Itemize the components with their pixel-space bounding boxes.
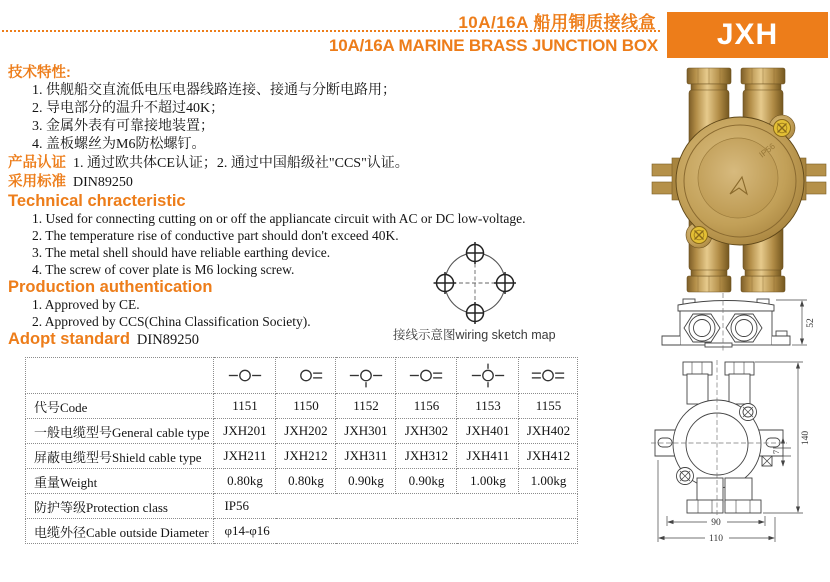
list-item: 3. 金属外表有可靠接地装置；	[32, 119, 214, 134]
value-cell: 1150	[276, 394, 336, 419]
side-view-outline	[662, 299, 790, 347]
row-label-cell: 屏蔽电缆型号Shield cable type	[26, 444, 214, 469]
front-view-outline	[655, 362, 783, 513]
list-item: 3. The metal shell should have reliable earthing device.	[32, 245, 331, 260]
wiring-config-icon	[407, 361, 445, 390]
wiring-config-icon	[347, 361, 385, 390]
drawing-side-view	[650, 291, 830, 357]
symbol-cell	[396, 358, 457, 394]
cover-screw-top	[774, 120, 791, 137]
dim-label-52: 52	[806, 318, 816, 328]
value-cell: JXH402	[519, 419, 578, 444]
heading-auth-en: Production authentication	[8, 278, 213, 296]
value-cell-protection: IP56	[214, 494, 578, 519]
wiring-config-icon	[469, 361, 507, 390]
value-cell: JXH312	[396, 444, 457, 469]
wiring-config-icon	[287, 361, 325, 390]
wiring-sketch-diagram	[425, 240, 525, 326]
spec-table-body	[26, 358, 578, 544]
page-title-en: 10A/16A MARINE BRASS JUNCTION BOX	[328, 36, 658, 55]
value-cell: 0.80kg	[214, 469, 276, 494]
heading-standard-cn: 采用标准	[8, 174, 66, 190]
model-badge: JXH	[667, 12, 828, 58]
value-cell: 0.90kg	[336, 469, 396, 494]
value-cell: JXH211	[214, 444, 276, 469]
standard-cn-text: DIN89250	[73, 175, 133, 190]
value-cell: JXH302	[396, 419, 457, 444]
row-label-cell: 一般电缆型号General cable type	[26, 419, 214, 444]
cover-screw-symbol-top	[740, 404, 757, 421]
symbol-cell	[276, 358, 336, 394]
value-cell: JXH311	[336, 444, 396, 469]
value-cell: JXH412	[519, 444, 578, 469]
list-item: 1. 供舰船交直流低电压电器线路连接、接通与分断电路用；	[32, 83, 396, 98]
value-cell: JXH411	[457, 444, 519, 469]
list-item: 1. Used for connecting cutting on or off the appliancate circuit with AC or DC low-voltage.	[32, 211, 526, 226]
tech-cn-items	[8, 82, 568, 154]
value-cell: 1151	[214, 394, 276, 419]
row-label-cell: 电缆外径Cable outside Diameter	[26, 519, 214, 544]
symbol-cell	[214, 358, 276, 394]
standard-cn-line	[8, 173, 568, 192]
cover-screw-bottom	[691, 227, 708, 244]
wiring-config-icon	[226, 361, 264, 390]
value-cell: 1.00kg	[457, 469, 519, 494]
page-title-cn: 10A/16A 船用铜质接线盒	[458, 13, 656, 32]
heading-cert-cn: 产品认证	[8, 155, 66, 171]
value-cell: 0.80kg	[276, 469, 336, 494]
list-item: 4. The screw of cover plate is M6 locking screw.	[32, 262, 295, 277]
value-cell: 1155	[519, 394, 578, 419]
product-photo	[650, 66, 828, 294]
dim-label-7: 7	[771, 449, 781, 455]
corner-cell	[26, 358, 214, 394]
list-item: 1. Approved by CE.	[32, 297, 140, 312]
row-label-cell: 防护等级Protection class	[26, 494, 214, 519]
standard-en-text: DIN89250	[136, 332, 199, 348]
cert-cn-line	[8, 154, 568, 173]
value-cell: JXH201	[214, 419, 276, 444]
list-item: 4. 盖板螺丝为M6防松螺钉。	[32, 137, 206, 152]
heading-tech-en: Technical chracteristic	[8, 192, 186, 210]
dim-label-90: 90	[711, 518, 721, 528]
cover-screw-symbol-bottom	[677, 468, 694, 485]
list-item: 2. The temperature rise of conductive part should don't exceed 40K.	[32, 228, 399, 243]
dim-label-110: 110	[709, 534, 723, 544]
value-cell: 1156	[396, 394, 457, 419]
value-cell: 1153	[457, 394, 519, 419]
wiring-sketch-caption: 接线示意图wiring sketch map	[393, 328, 556, 342]
ip-rating-emboss: IP56	[757, 140, 778, 160]
heading-standard-en: Adopt standard	[8, 330, 130, 348]
symbol-cell	[519, 358, 578, 394]
cert-cn-text: 1. 通过欧共体CE认证；2. 通过中国船级社"CCS"认证。	[73, 156, 409, 171]
spec-table	[25, 357, 578, 544]
dim-label-140: 140	[801, 430, 811, 446]
value-cell: 1.00kg	[519, 469, 578, 494]
value-cell: JXH202	[276, 419, 336, 444]
decorative-dotted-rule	[2, 30, 660, 32]
heading-tech-cn: 技术特性:	[8, 65, 71, 81]
drawing-front-view	[645, 360, 830, 560]
value-cell: 0.90kg	[396, 469, 457, 494]
symbol-cell	[457, 358, 519, 394]
symbol-cell	[336, 358, 396, 394]
list-item: 2. 导电部分的温升不超过40K；	[32, 101, 225, 116]
wiring-config-icon	[529, 361, 567, 390]
row-label-cell: 代号Code	[26, 394, 214, 419]
list-item: 2. Approved by CCS(China Classification Society).	[32, 314, 311, 329]
value-cell: JXH401	[457, 419, 519, 444]
value-cell-diameter: φ14-φ16	[214, 519, 578, 544]
value-cell: JXH212	[276, 444, 336, 469]
value-cell: JXH301	[336, 419, 396, 444]
row-label-cell: 重量Weight	[26, 469, 214, 494]
value-cell: 1152	[336, 394, 396, 419]
